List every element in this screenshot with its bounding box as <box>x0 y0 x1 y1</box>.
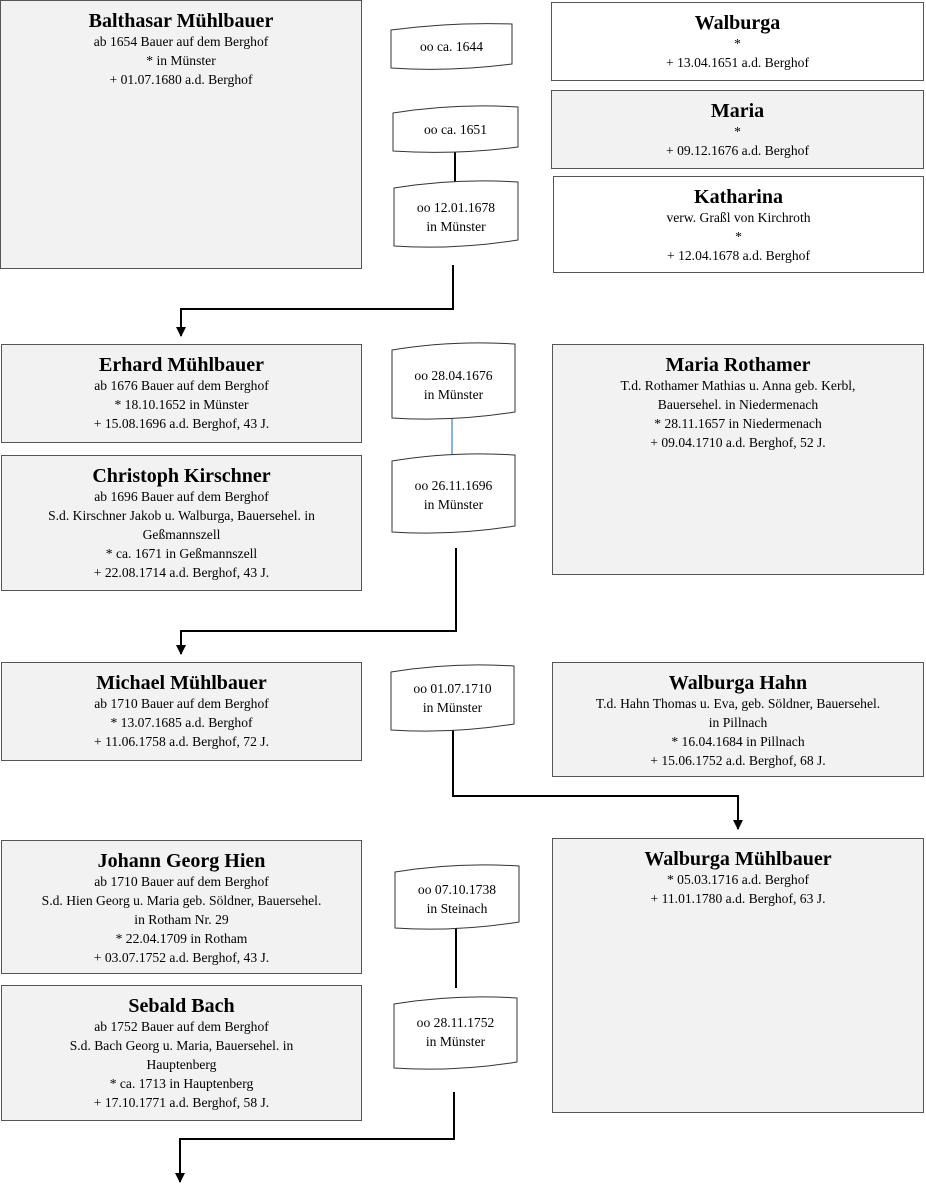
person-balthasar-muehlbauer: Balthasar Mühlbauer ab 1654 Bauer auf dem Berghof * in Münster + 01.07.1680 a.d. Berghof <box>0 0 362 269</box>
person-walburga-muehlbauer: Walburga Mühlbauer * 05.03.1716 a.d. Berghof + 11.01.1780 a.d. Berghof, 63 J. <box>552 838 924 1113</box>
marriage-label-2: oo ca. 1651 <box>423 122 488 137</box>
arrow-to-erhard <box>181 265 453 336</box>
person-erhard-muehlbauer: Erhard Mühlbauer ab 1676 Bauer auf dem Berghof * 18.10.1652 in Münster + 15.08.1696 a.d. Berghof, 43 J. <box>1 344 362 443</box>
marriage-label-4: oo 28.04.1676 in Münster <box>414 368 493 402</box>
person-walburga: Walburga * + 13.04.1651 a.d. Berghof <box>551 2 924 81</box>
person-katharina: Katharina verw. Graßl von Kirchroth * + 12.04.1678 a.d. Berghof <box>553 176 924 273</box>
marriage-label-1: oo ca. 1644 <box>419 39 484 54</box>
marriage-label-8: oo 28.11.1752 in Münster <box>416 1015 495 1049</box>
person-sebald-bach: Sebald Bach ab 1752 Bauer auf dem Berghof S.d. Bach Georg u. Maria, Bauersehel. in Hauptenberg * ca. 1713 in Hauptenberg + 17.10.1771 a.d. Berghof, 58 J. <box>1 985 362 1121</box>
person-michael-muehlbauer: Michael Mühlbauer ab 1710 Bauer auf dem Berghof * 13.07.1685 a.d. Berghof + 11.06.1758 a.d. Berghof, 72 J. <box>1 662 362 761</box>
person-christoph-kirschner: Christoph Kirschner ab 1696 Bauer auf dem Berghof S.d. Kirschner Jakob u. Walburga, Bauersehel. in Geßmannszell * ca. 1671 in Geßmannszell + 22.08.1714 a.d. Berghof, 43 J. <box>1 455 362 591</box>
person-maria: Maria * + 09.12.1676 a.d. Berghof <box>551 90 924 169</box>
marriage-label-5: oo 26.11.1696 in Münster <box>414 478 493 512</box>
marriage-label-7: oo 07.10.1738 in Steinach <box>417 882 497 916</box>
marriage-label-6: oo 01.07.1710 in Münster <box>413 681 492 715</box>
person-maria-rothamer: Maria Rothamer T.d. Rothamer Mathias u. Anna geb. Kerbl, Bauersehel. in Niedermenach * 28.11.1657 in Niedermenach + 09.04.1710 a.d. Berghof, 52 J. <box>552 344 924 575</box>
person-walburga-hahn: Walburga Hahn T.d. Hahn Thomas u. Eva, geb. Söldner, Bauersehel. in Pillnach * 16.04.1684 in Pillnach + 15.06.1752 a.d. Berghof, 68 J. <box>552 662 924 777</box>
marriage-label-3: oo 12.01.1678 in Münster <box>416 200 496 234</box>
person-johann-georg-hien: Johann Georg Hien ab 1710 Bauer auf dem Berghof S.d. Hien Georg u. Maria geb. Söldner, Bauersehel. in Rotham Nr. 29 * 22.04.1709 in Rotham + 03.07.1752 a.d. Berghof, 43 J. <box>1 840 362 974</box>
